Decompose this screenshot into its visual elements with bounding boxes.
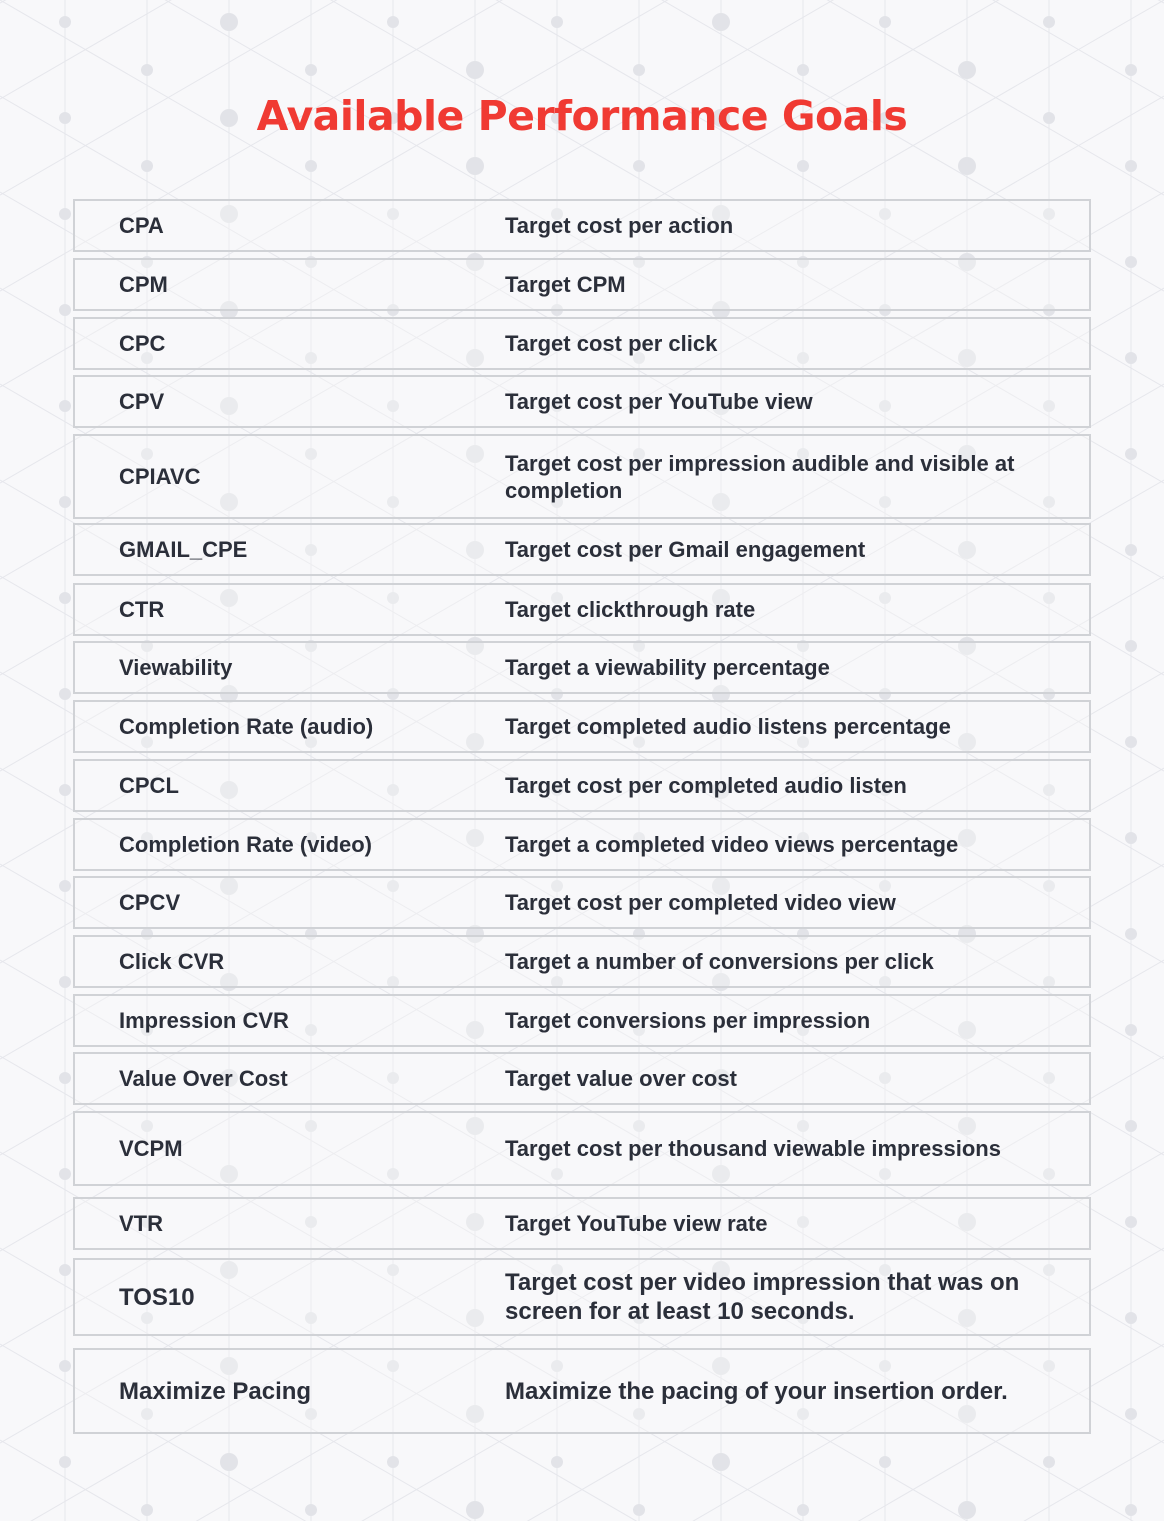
goal-description: Target cost per completed audio listen bbox=[505, 773, 907, 798]
goal-code: Completion Rate (audio) bbox=[119, 714, 374, 739]
table-row bbox=[73, 1111, 1091, 1186]
goal-description: Target cost per Gmail engagement bbox=[505, 537, 866, 562]
goal-description: Target completed audio listens percentage bbox=[505, 714, 951, 739]
goal-description: Target cost per video impression that was on screen for at least 10 seconds. bbox=[505, 1269, 1020, 1325]
table-row bbox=[73, 1052, 1091, 1105]
goal-description: Target cost per thousand viewable impressions bbox=[505, 1136, 1001, 1161]
goal-code: CPCL bbox=[119, 773, 179, 798]
goal-code: Impression CVR bbox=[119, 1008, 289, 1033]
table-row bbox=[73, 375, 1091, 428]
goal-description: Target a completed video views percentage bbox=[505, 832, 959, 857]
goal-code: CPA bbox=[119, 213, 164, 238]
goal-code: CTR bbox=[119, 597, 165, 622]
table-row bbox=[73, 876, 1091, 929]
goal-description: Target CPM bbox=[505, 272, 626, 297]
goal-code: Completion Rate (video) bbox=[119, 832, 373, 857]
goal-description: Target value over cost bbox=[505, 1066, 737, 1091]
table-row bbox=[73, 1258, 1091, 1336]
goal-description: Target cost per YouTube view bbox=[505, 389, 813, 414]
table-row bbox=[73, 258, 1091, 311]
table-row bbox=[73, 434, 1091, 519]
table-row bbox=[73, 994, 1091, 1047]
goal-code: CPCV bbox=[119, 890, 181, 915]
goal-description: Maximize the pacing of your insertion order. bbox=[505, 1377, 1008, 1405]
table-row bbox=[73, 641, 1091, 694]
table-row bbox=[73, 583, 1091, 636]
goal-code: CPM bbox=[119, 272, 168, 297]
goal-description: Target cost per click bbox=[505, 331, 718, 356]
table-row bbox=[73, 1197, 1091, 1250]
goal-description: Target cost per completed video view bbox=[505, 890, 896, 915]
goal-code: CPIAVC bbox=[119, 464, 201, 489]
goal-description: Target conversions per impression bbox=[505, 1008, 871, 1033]
goal-code: Value Over Cost bbox=[119, 1066, 288, 1091]
goal-description: Target cost per impression audible and visible at completion bbox=[505, 450, 1015, 503]
goal-code: Click CVR bbox=[119, 949, 225, 974]
goal-description: Target cost per action bbox=[505, 213, 734, 238]
table-row bbox=[73, 935, 1091, 988]
table-row bbox=[73, 1348, 1091, 1434]
table-row bbox=[73, 317, 1091, 370]
goal-description: Target clickthrough rate bbox=[505, 597, 756, 622]
table-row bbox=[73, 818, 1091, 871]
goal-code: CPC bbox=[119, 331, 166, 356]
table-row bbox=[73, 523, 1091, 576]
goal-code: TOS10 bbox=[119, 1283, 195, 1311]
goal-code: GMAIL_CPE bbox=[119, 537, 248, 562]
goal-description: Target a number of conversions per click bbox=[505, 949, 934, 974]
goal-code: CPV bbox=[119, 389, 165, 414]
table-row bbox=[73, 700, 1091, 753]
goal-description: Target a viewability percentage bbox=[505, 655, 830, 680]
goal-description: Target YouTube view rate bbox=[505, 1211, 768, 1236]
table-row bbox=[73, 759, 1091, 812]
goal-code: VCPM bbox=[119, 1136, 183, 1161]
page-title: Available Performance Goals bbox=[256, 92, 908, 140]
goal-code: Viewability bbox=[119, 655, 233, 680]
goal-code: Maximize Pacing bbox=[119, 1377, 312, 1405]
goal-code: VTR bbox=[119, 1211, 163, 1236]
table-row bbox=[73, 199, 1091, 252]
